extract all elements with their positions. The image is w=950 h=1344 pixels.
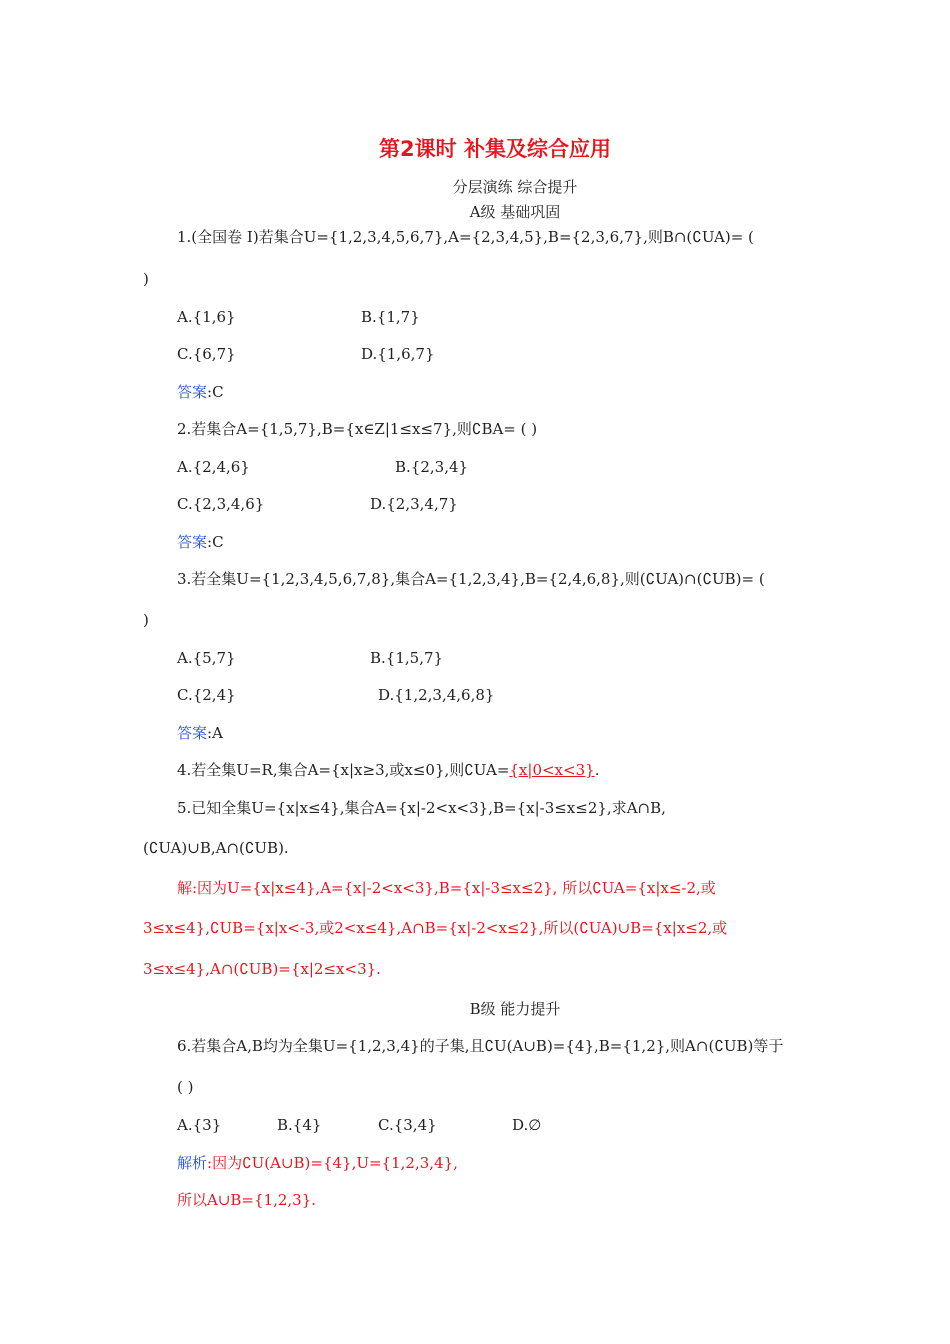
q2-answer [177, 531, 224, 553]
q1-stem: 1.(全国卷 I)若集合U={1,2,3,4,5,6,7},A={2,3,4,5},B={2,3,6,7},则B∩(∁UA)= ( [177, 228, 754, 246]
section-heading: 分层演练 综合提升 [452, 178, 578, 196]
q6-stem: 6.若集合A,B均为全集U={1,2,3,4}的子集,且∁U(A∪B)={4},B={1,2},则A∩(∁UB)等于 [177, 1037, 784, 1055]
q1-answer-label: 答案 [177, 383, 208, 401]
q2-answer-label: 答案 [177, 533, 208, 551]
q6-option-a: A.{3} [177, 1116, 222, 1134]
q6-analysis-line-1 [177, 1152, 458, 1174]
q5-stem: 5.已知全集U={x|x≤4},集合A={x|-2<x<3},B={x|-3≤x≤2},求A∩B, [177, 799, 666, 817]
q1-answer-value: :C [207, 383, 224, 401]
level-b-heading: B级 能力提升 [469, 1000, 561, 1018]
q6-option-c: C.{3,4} [378, 1116, 437, 1134]
level-a-heading: A级 基础巩固 [469, 203, 561, 221]
q3-answer-value: :A [207, 724, 223, 742]
q3-stem: 3.若全集U={1,2,3,4,5,6,7,8},集合A={1,2,3,4},B={2,4,6,8},则(∁UA)∩(∁UB)= ( [177, 570, 765, 588]
q6-option-d: D.∅ [512, 1116, 542, 1134]
q3-option-d: D.{1,2,3,4,6,8} [378, 686, 495, 704]
q2-answer-value: :C [207, 533, 224, 551]
q2-option-b: B.{2,3,4} [395, 458, 469, 476]
q3-answer [177, 722, 223, 744]
q2-option-c: C.{2,3,4,6} [177, 495, 265, 513]
q1-answer [177, 381, 224, 403]
q1-stem-end: ) [143, 270, 149, 288]
q4-stem-end: . [594, 761, 600, 779]
q5-solution-line-3: 3≤x≤4},A∩(∁UB)={x|2≤x<3}. [143, 960, 381, 978]
q5-solution-line-1: 解:因为U={x|x≤4},A={x|-2<x<3},B={x|-3≤x≤2}, 所以∁UA={x|x≤-2,或 [177, 879, 716, 897]
q6-stem-2: ( ) [177, 1078, 194, 1096]
q2-option-d: D.{2,3,4,7} [370, 495, 458, 513]
q1-option-c: C.{6,7} [177, 345, 236, 363]
q6-analysis-text-1: :因为∁U(A∪B)={4},U={1,2,3,4}, [207, 1154, 458, 1172]
q5-stem-2: (∁UA)∪B,A∩(∁UB). [143, 839, 289, 857]
q3-option-c: C.{2,4} [177, 686, 236, 704]
q1-option-d: D.{1,6,7} [361, 345, 435, 363]
q1-option-b: B.{1,7} [361, 308, 420, 326]
q6-analysis-label: 解析 [177, 1154, 208, 1172]
q3-answer-label: 答案 [177, 724, 208, 742]
q2-option-a: A.{2,4,6} [177, 458, 250, 476]
page-title: 第2课时 补集及综合应用 [379, 137, 611, 161]
q4-stem: 4.若全集U=R,集合A={x|x≥3,或x≤0},则∁UA= [177, 761, 510, 779]
q4-line [177, 759, 599, 781]
q3-option-b: B.{1,5,7} [370, 649, 444, 667]
q6-option-b: B.{4} [277, 1116, 322, 1134]
q3-stem-end: ) [143, 611, 149, 629]
q4-fill-answer: {x|0<x<3} [509, 761, 595, 779]
q1-option-a: A.{1,6} [177, 308, 236, 326]
q6-analysis-line-2: 所以A∪B={1,2,3}. [177, 1191, 317, 1209]
q3-option-a: A.{5,7} [177, 649, 236, 667]
q5-solution-line-2: 3≤x≤4},∁UB={x|x<-3,或2<x≤4},A∩B={x|-2<x≤2},所以(∁UA)∪B={x|x≤2,或 [143, 919, 728, 937]
q2-stem: 2.若集合A={1,5,7},B={x∈Z|1≤x≤7},则∁BA= ( ) [177, 420, 538, 438]
